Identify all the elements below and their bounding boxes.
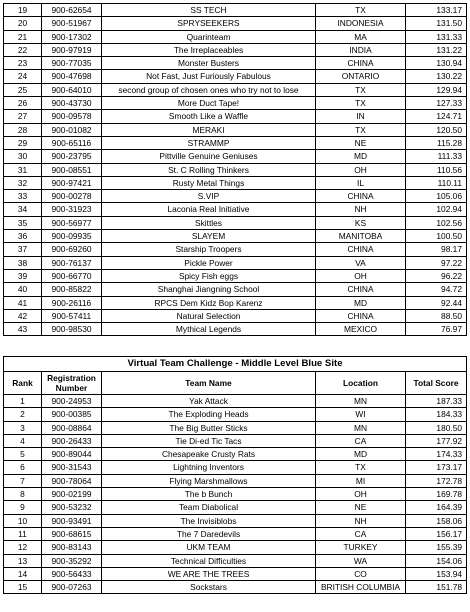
registration-number-cell: 900-08864 — [42, 421, 102, 434]
location-cell: MEXICO — [316, 323, 406, 336]
total-score-cell: 180.50 — [406, 421, 467, 434]
location-cell: CHINA — [316, 309, 406, 322]
registration-number-cell: 900-31923 — [42, 203, 102, 216]
team-name-cell: Flying Marshmallows — [102, 474, 316, 487]
team-name-cell: STRAMMP — [102, 136, 316, 149]
total-score-cell: 92.44 — [406, 296, 467, 309]
table-row — [4, 448, 467, 461]
total-score-cell: 177.92 — [406, 434, 467, 447]
table-row — [4, 323, 467, 336]
location-cell: CHINA — [316, 190, 406, 203]
rank-cell: 2 — [4, 408, 42, 421]
location-cell: MN — [316, 421, 406, 434]
total-score-cell: 102.94 — [406, 203, 467, 216]
registration-number-cell: 900-83143 — [42, 541, 102, 554]
total-score-cell: 154.06 — [406, 554, 467, 567]
table-row — [4, 527, 467, 540]
rank-cell: 32 — [4, 176, 42, 189]
registration-number-cell: 900-76137 — [42, 256, 102, 269]
rank-cell: 20 — [4, 17, 42, 30]
team-name-cell: RPCS Dem Kidz Bop Karenz — [102, 296, 316, 309]
table-row — [4, 296, 467, 309]
results-table-body — [4, 4, 467, 336]
location-cell: MANITOBA — [316, 230, 406, 243]
rank-cell: 36 — [4, 230, 42, 243]
table-row — [4, 283, 467, 296]
team-name-cell: Mythical Legends — [102, 323, 316, 336]
location-column-header: Location — [316, 372, 406, 395]
location-cell: CHINA — [316, 243, 406, 256]
location-cell: CA — [316, 434, 406, 447]
table-title-row — [4, 357, 467, 372]
location-cell: INDIA — [316, 43, 406, 56]
rank-cell: 3 — [4, 421, 42, 434]
table-row — [4, 554, 467, 567]
rank-cell: 38 — [4, 256, 42, 269]
total-score-cell: 131.50 — [406, 17, 467, 30]
team-name-cell: MERAKI — [102, 123, 316, 136]
registration-column-header: Registration Number — [42, 372, 102, 395]
total-score-cell: 105.06 — [406, 190, 467, 203]
registration-number-cell: 900-02199 — [42, 488, 102, 501]
rank-cell: 8 — [4, 488, 42, 501]
middle-level-blue-site-table — [3, 356, 467, 594]
table-row — [4, 567, 467, 580]
team-name-cell: Rusty Metal Things — [102, 176, 316, 189]
total-score-column-header: Total Score — [406, 372, 467, 395]
rank-cell: 22 — [4, 43, 42, 56]
team-name-cell: Yak Attack — [102, 395, 316, 408]
registration-number-cell: 900-53232 — [42, 501, 102, 514]
team-name-cell: Smooth Like a Waffle — [102, 110, 316, 123]
total-score-cell: 76.97 — [406, 323, 467, 336]
table-row — [4, 256, 467, 269]
table-row — [4, 30, 467, 43]
total-score-cell: 158.06 — [406, 514, 467, 527]
total-score-cell: 164.39 — [406, 501, 467, 514]
table-row — [4, 83, 467, 96]
total-score-cell: 172.78 — [406, 474, 467, 487]
total-score-cell: 133.17 — [406, 4, 467, 17]
table-row — [4, 488, 467, 501]
table-row — [4, 461, 467, 474]
total-score-cell: 110.56 — [406, 163, 467, 176]
registration-number-cell: 900-08551 — [42, 163, 102, 176]
location-cell: MD — [316, 296, 406, 309]
total-score-cell: 88.50 — [406, 309, 467, 322]
team-name-cell: Shanghai Jiangning School — [102, 283, 316, 296]
team-name-cell: SLAYEM — [102, 230, 316, 243]
total-score-cell: 153.94 — [406, 567, 467, 580]
location-cell: WI — [316, 408, 406, 421]
rank-cell: 9 — [4, 501, 42, 514]
table-row — [4, 421, 467, 434]
table-row — [4, 434, 467, 447]
team-name-cell: The Irreplaceables — [102, 43, 316, 56]
table-title: Virtual Team Challenge - Middle Level Blue Site — [4, 357, 467, 372]
location-cell: TX — [316, 97, 406, 110]
registration-number-cell: 900-23795 — [42, 150, 102, 163]
table-row — [4, 269, 467, 282]
total-score-cell: 130.22 — [406, 70, 467, 83]
location-cell: NE — [316, 136, 406, 149]
table-row — [4, 203, 467, 216]
rank-cell: 35 — [4, 216, 42, 229]
registration-number-cell: 900-97421 — [42, 176, 102, 189]
total-score-cell: 102.56 — [406, 216, 467, 229]
table-row — [4, 43, 467, 56]
team-name-cell: Monster Busters — [102, 57, 316, 70]
location-cell: MI — [316, 474, 406, 487]
registration-number-cell: 900-64010 — [42, 83, 102, 96]
location-cell: IN — [316, 110, 406, 123]
total-score-cell: 151.78 — [406, 581, 467, 594]
location-cell: CHINA — [316, 283, 406, 296]
location-cell: BRITISH COLUMBIA — [316, 581, 406, 594]
registration-number-cell: 900-17302 — [42, 30, 102, 43]
table-row — [4, 136, 467, 149]
total-score-cell: 94.72 — [406, 283, 467, 296]
team-name-cell: second group of chosen ones who try not to lose — [102, 83, 316, 96]
total-score-cell: 156.17 — [406, 527, 467, 540]
table-row — [4, 57, 467, 70]
team-name-cell: More Duct Tape! — [102, 97, 316, 110]
total-score-cell: 174.33 — [406, 448, 467, 461]
rank-cell: 12 — [4, 541, 42, 554]
rank-cell: 19 — [4, 4, 42, 17]
registration-number-cell: 900-24953 — [42, 395, 102, 408]
rank-cell: 31 — [4, 163, 42, 176]
registration-number-cell: 900-56433 — [42, 567, 102, 580]
team-name-cell: St. C Rolling Thinkers — [102, 163, 316, 176]
table-row — [4, 309, 467, 322]
location-cell: MA — [316, 30, 406, 43]
location-cell: MN — [316, 395, 406, 408]
rank-cell: 30 — [4, 150, 42, 163]
location-cell: KS — [316, 216, 406, 229]
table-row — [4, 176, 467, 189]
location-cell: NH — [316, 514, 406, 527]
registration-number-cell: 900-65116 — [42, 136, 102, 149]
total-score-cell: 110.11 — [406, 176, 467, 189]
team-name-cell: WE ARE THE TREES — [102, 567, 316, 580]
location-cell: OH — [316, 269, 406, 282]
table-row — [4, 216, 467, 229]
team-name-cell: Pickle Power — [102, 256, 316, 269]
registration-number-cell: 900-93491 — [42, 514, 102, 527]
total-score-cell: 97.22 — [406, 256, 467, 269]
registration-number-cell: 900-97919 — [42, 43, 102, 56]
team-name-cell: Natural Selection — [102, 309, 316, 322]
registration-number-cell: 900-09578 — [42, 110, 102, 123]
team-name-cell: Sockstars — [102, 581, 316, 594]
rank-cell: 15 — [4, 581, 42, 594]
location-cell: INDONESIA — [316, 17, 406, 30]
rank-cell: 6 — [4, 461, 42, 474]
registration-number-cell: 900-01082 — [42, 123, 102, 136]
rank-cell: 25 — [4, 83, 42, 96]
registration-number-cell: 900-31543 — [42, 461, 102, 474]
table-row — [4, 4, 467, 17]
registration-number-cell: 900-35292 — [42, 554, 102, 567]
team-name-cell: Team Diabolical — [102, 501, 316, 514]
rank-cell: 21 — [4, 30, 42, 43]
registration-number-cell: 900-56977 — [42, 216, 102, 229]
location-cell: TX — [316, 461, 406, 474]
registration-number-cell: 900-26116 — [42, 296, 102, 309]
team-name-cell: Laconia Real Initiative — [102, 203, 316, 216]
total-score-cell: 98.17 — [406, 243, 467, 256]
team-name-column-header: Team Name — [102, 372, 316, 395]
table-row — [4, 97, 467, 110]
rank-cell: 1 — [4, 395, 42, 408]
rank-cell: 26 — [4, 97, 42, 110]
registration-number-cell: 900-00278 — [42, 190, 102, 203]
team-name-cell: Pittville Genuine Geniuses — [102, 150, 316, 163]
registration-number-cell: 900-09935 — [42, 230, 102, 243]
rank-cell: 42 — [4, 309, 42, 322]
table-header-row — [4, 372, 467, 395]
total-score-cell: 184.33 — [406, 408, 467, 421]
rank-cell: 33 — [4, 190, 42, 203]
registration-number-cell: 900-62654 — [42, 4, 102, 17]
location-cell: NE — [316, 501, 406, 514]
total-score-cell: 169.78 — [406, 488, 467, 501]
table-row — [4, 474, 467, 487]
team-name-cell: Starship Troopers — [102, 243, 316, 256]
team-name-cell: Not Fast, Just Furiously Fabulous — [102, 70, 316, 83]
rank-cell: 29 — [4, 136, 42, 149]
team-name-cell: Tie Di-ed Tic Tacs — [102, 434, 316, 447]
table-row — [4, 243, 467, 256]
rank-cell: 11 — [4, 527, 42, 540]
registration-number-cell: 900-47698 — [42, 70, 102, 83]
rank-cell: 5 — [4, 448, 42, 461]
location-cell: TURKEY — [316, 541, 406, 554]
rank-cell: 39 — [4, 269, 42, 282]
registration-number-cell: 900-98530 — [42, 323, 102, 336]
team-name-cell: The b Bunch — [102, 488, 316, 501]
rank-cell: 40 — [4, 283, 42, 296]
registration-number-cell: 900-07263 — [42, 581, 102, 594]
rank-cell: 4 — [4, 434, 42, 447]
table-row — [4, 501, 467, 514]
total-score-cell: 155.39 — [406, 541, 467, 554]
team-name-cell: The Invisiblobs — [102, 514, 316, 527]
team-name-cell: Skittles — [102, 216, 316, 229]
rank-cell: 37 — [4, 243, 42, 256]
registration-number-cell: 900-00385 — [42, 408, 102, 421]
table-row — [4, 230, 467, 243]
location-cell: MD — [316, 150, 406, 163]
total-score-cell: 127.33 — [406, 97, 467, 110]
registration-number-cell: 900-68615 — [42, 527, 102, 540]
registration-number-cell: 900-43730 — [42, 97, 102, 110]
location-cell: CHINA — [316, 57, 406, 70]
table-row — [4, 541, 467, 554]
location-cell: WA — [316, 554, 406, 567]
registration-number-cell: 900-89044 — [42, 448, 102, 461]
table-row — [4, 514, 467, 527]
total-score-cell: 124.71 — [406, 110, 467, 123]
rank-cell: 7 — [4, 474, 42, 487]
location-cell: TX — [316, 4, 406, 17]
location-cell: MD — [316, 448, 406, 461]
total-score-cell: 131.33 — [406, 30, 467, 43]
registration-number-cell: 900-57411 — [42, 309, 102, 322]
table-row — [4, 163, 467, 176]
team-name-cell: Chesapeake Crusty Rats — [102, 448, 316, 461]
team-name-cell: Quarinteam — [102, 30, 316, 43]
team-name-cell: UKM TEAM — [102, 541, 316, 554]
rank-cell: 41 — [4, 296, 42, 309]
table-row — [4, 110, 467, 123]
table-row — [4, 395, 467, 408]
total-score-cell: 120.50 — [406, 123, 467, 136]
team-name-cell: S.VIP — [102, 190, 316, 203]
location-cell: TX — [316, 83, 406, 96]
total-score-cell: 115.28 — [406, 136, 467, 149]
total-score-cell: 131.22 — [406, 43, 467, 56]
team-name-cell: Technical Difficulties — [102, 554, 316, 567]
total-score-cell: 129.94 — [406, 83, 467, 96]
team-name-cell: Spicy Fish eggs — [102, 269, 316, 282]
registration-number-cell: 900-77035 — [42, 57, 102, 70]
team-name-cell: SS TECH — [102, 4, 316, 17]
team-name-cell: Lightning Inventors — [102, 461, 316, 474]
total-score-cell: 111.33 — [406, 150, 467, 163]
location-cell: OH — [316, 163, 406, 176]
location-cell: OH — [316, 488, 406, 501]
registration-number-cell: 900-69260 — [42, 243, 102, 256]
results-table-body — [4, 395, 467, 594]
location-cell: CA — [316, 527, 406, 540]
table-row — [4, 408, 467, 421]
location-cell: VA — [316, 256, 406, 269]
team-name-cell: The Exploding Heads — [102, 408, 316, 421]
table-row — [4, 581, 467, 594]
registration-number-cell: 900-66770 — [42, 269, 102, 282]
table-row — [4, 70, 467, 83]
location-cell: IL — [316, 176, 406, 189]
rank-cell: 28 — [4, 123, 42, 136]
location-cell: TX — [316, 123, 406, 136]
total-score-cell: 173.17 — [406, 461, 467, 474]
rank-cell: 10 — [4, 514, 42, 527]
registration-number-cell: 900-51967 — [42, 17, 102, 30]
rank-cell: 34 — [4, 203, 42, 216]
rank-cell: 27 — [4, 110, 42, 123]
rank-cell: 13 — [4, 554, 42, 567]
table-row — [4, 190, 467, 203]
table-row — [4, 123, 467, 136]
registration-number-cell: 900-78064 — [42, 474, 102, 487]
rank-cell: 43 — [4, 323, 42, 336]
total-score-cell: 100.50 — [406, 230, 467, 243]
total-score-cell: 130.94 — [406, 57, 467, 70]
table-row — [4, 150, 467, 163]
team-name-cell: The Big Butter Sticks — [102, 421, 316, 434]
registration-number-cell: 900-26433 — [42, 434, 102, 447]
team-name-cell: SPRYSEEKERS — [102, 17, 316, 30]
rank-cell: 24 — [4, 70, 42, 83]
rank-cell: 14 — [4, 567, 42, 580]
location-cell: NH — [316, 203, 406, 216]
location-cell: ONTARIO — [316, 70, 406, 83]
location-cell: CO — [316, 567, 406, 580]
total-score-cell: 187.33 — [406, 395, 467, 408]
total-score-cell: 96.22 — [406, 269, 467, 282]
rank-column-header: Rank — [4, 372, 42, 395]
registration-number-cell: 900-85822 — [42, 283, 102, 296]
results-table-continued — [3, 3, 467, 336]
rank-cell: 23 — [4, 57, 42, 70]
team-name-cell: The 7 Daredevils — [102, 527, 316, 540]
table-row — [4, 17, 467, 30]
